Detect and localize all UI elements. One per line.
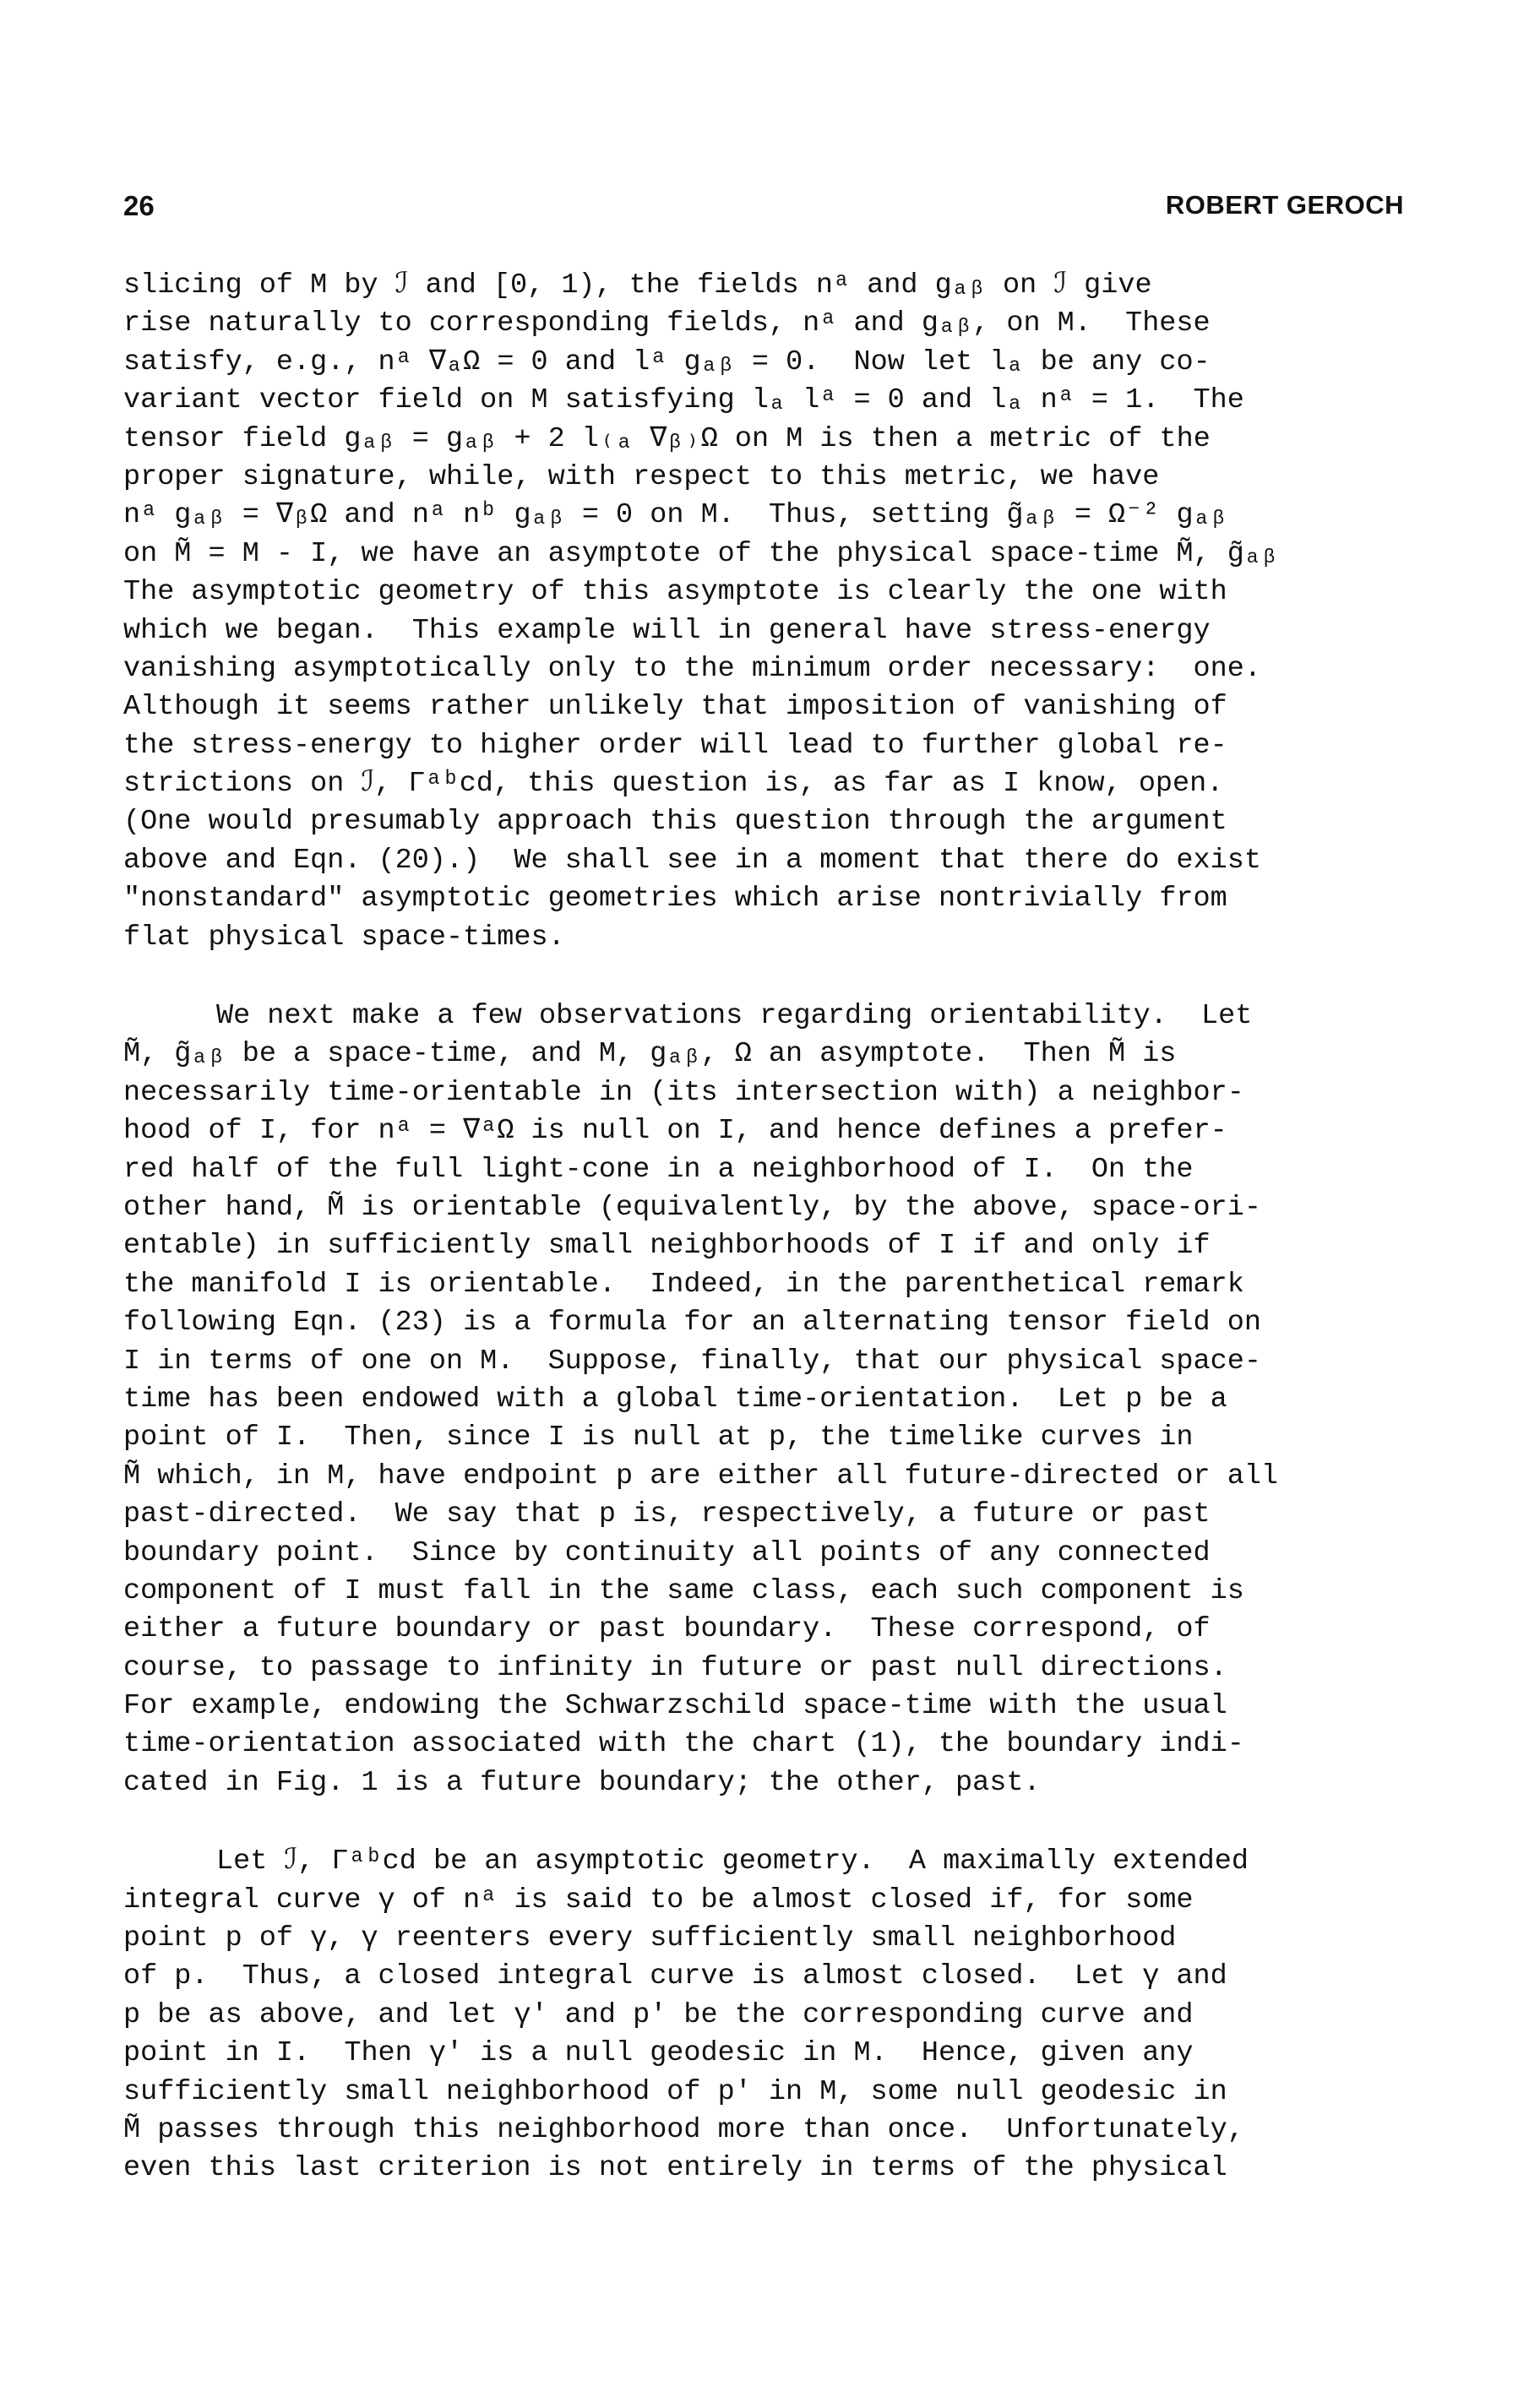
text-line: For example, endowing the Schwarzschild space-time with the usual <box>123 1690 1227 1723</box>
text-line: past-directed. We say that p is, respectively, a future or past <box>123 1498 1211 1531</box>
text-line: variant vector field on M satisfying lₐ lᵃ = 0 and lₐ nᵃ = 1. The <box>123 384 1244 417</box>
text-line: point p of γ, γ reenters every sufficiently small neighborhood <box>123 1922 1177 1955</box>
text-line: vanishing asymptotically only to the minimum order necessary: one. <box>123 652 1261 685</box>
text-line: which we began. This example will in general have stress-energy <box>123 614 1211 647</box>
text-line: entable) in sufficiently small neighborhoods of I if and only if <box>123 1230 1211 1263</box>
text-line: satisfy, e.g., nᵃ ∇ₐΩ = 0 and lᵃ gₐᵦ = 0. Now let lₐ be any co- <box>123 345 1211 378</box>
text-line: point in I. Then γ' is a null geodesic in M. Hence, given any <box>123 2037 1194 2070</box>
text-line: on M̃ = M - I, we have an asymptote of the physical space-time M̃, g̃ₐᵦ <box>123 537 1279 570</box>
text-line: "nonstandard" asymptotic geometries which arise nontrivially from <box>123 883 1227 916</box>
text-line: proper signature, while, with respect to this metric, we have <box>123 460 1160 493</box>
text-line: other hand, M̃ is orientable (equivalently, by the above, space-ori- <box>123 1191 1261 1224</box>
text-line: M̃ passes through this neighborhood more than once. Unfortunately, <box>123 2113 1244 2146</box>
text-line: course, to passage to infinity in future or past null directions. <box>123 1651 1227 1684</box>
text-line: even this last criterion is not entirely in terms of the physical <box>123 2152 1227 2185</box>
paragraph-gap <box>123 957 1416 997</box>
text-line: cated in Fig. 1 is a future boundary; the other, past. <box>123 1766 1041 1799</box>
text-line: (One would presumably approach this question through the argument <box>123 806 1227 839</box>
text-line: the manifold I is orientable. Indeed, in the parenthetical remark <box>123 1268 1244 1301</box>
text-line: either a future boundary or past boundary. These correspond, of <box>123 1613 1211 1646</box>
text-line: sufficiently small neighborhood of p' in M, some null geodesic in <box>123 2075 1227 2108</box>
text-line: time has been endowed with a global time-orientation. Let p be a <box>123 1383 1227 1416</box>
text-line: of p. Thus, a closed integral curve is almost closed. Let γ and <box>123 1960 1227 1993</box>
text-line: following Eqn. (23) is a formula for an alternating tensor field on <box>123 1307 1261 1340</box>
text-line: p be as above, and let γ' and p' be the corresponding curve and <box>123 1998 1194 2031</box>
running-head: ROBERT GEROCH <box>1165 190 1404 220</box>
page-header <box>0 190 1529 232</box>
text-line: rise naturally to corresponding fields, nᵃ and gₐᵦ, on M. These <box>123 307 1211 340</box>
text-line: above and Eqn. (20).) We shall see in a moment that there do exist <box>123 844 1261 877</box>
text-line: red half of the full light-cone in a neighborhood of I. On the <box>123 1153 1194 1186</box>
text-line: Let ℐ, Γᵃᵇcd be an asymptotic geometry. A maximally extended <box>216 1845 1249 1878</box>
text-line: integral curve γ of nᵃ is said to be almost closed if, for some <box>123 1883 1194 1916</box>
text-line: strictions on ℐ, Γᵃᵇcd, this question is, as far as I know, open. <box>123 768 1224 801</box>
text-line: time-orientation associated with the chart (1), the boundary indi- <box>123 1728 1244 1761</box>
text-line: We next make a few observations regarding orientability. Let <box>216 1000 1253 1033</box>
text-line: nᵃ gₐᵦ = ∇ᵦΩ and nᵃ nᵇ gₐᵦ = 0 on M. Thus, setting g̃ₐᵦ = Ω⁻² gₐᵦ <box>123 499 1227 532</box>
paragraph-3 <box>123 1843 1416 2188</box>
text-line: component of I must fall in the same class, each such component is <box>123 1574 1244 1607</box>
text-line: tensor field gₐᵦ = gₐᵦ + 2 l₍ₐ ∇ᵦ₎Ω on M is then a metric of the <box>123 422 1211 455</box>
paragraph-gap <box>123 1802 1416 1843</box>
paragraph-2 <box>123 997 1416 1802</box>
text-line: point of I. Then, since I is null at p, the timelike curves in <box>123 1421 1194 1454</box>
text-line: hood of I, for nᵃ = ∇ᵃΩ is null on I, and hence defines a prefer- <box>123 1115 1227 1148</box>
text-line: slicing of M by ℐ and [0, 1), the fields nᵃ and gₐᵦ on ℐ give <box>123 269 1152 302</box>
page-number: 26 <box>123 190 155 221</box>
text-line: The asymptotic geometry of this asymptote is clearly the one with <box>123 576 1227 609</box>
text-line: flat physical space-times. <box>123 921 565 954</box>
text-line: I in terms of one on M. Suppose, finally, that our physical space- <box>123 1345 1261 1378</box>
text-line: necessarily time-orientable in (its intersection with) a neighbor- <box>123 1076 1244 1109</box>
text-line: Although it seems rather unlikely that imposition of vanishing of <box>123 691 1227 724</box>
text-line: M̃, g̃ₐᵦ be a space-time, and M, gₐᵦ, Ω an asymptote. Then M̃ is <box>123 1038 1177 1071</box>
text-line: the stress-energy to higher order will lead to further global re- <box>123 729 1227 762</box>
paragraph-1 <box>123 267 1416 957</box>
text-line: M̃ which, in M, have endpoint p are either all future-directed or all <box>123 1459 1279 1492</box>
text-line: boundary point. Since by continuity all points of any connected <box>123 1536 1211 1569</box>
body-text <box>123 267 1416 2188</box>
